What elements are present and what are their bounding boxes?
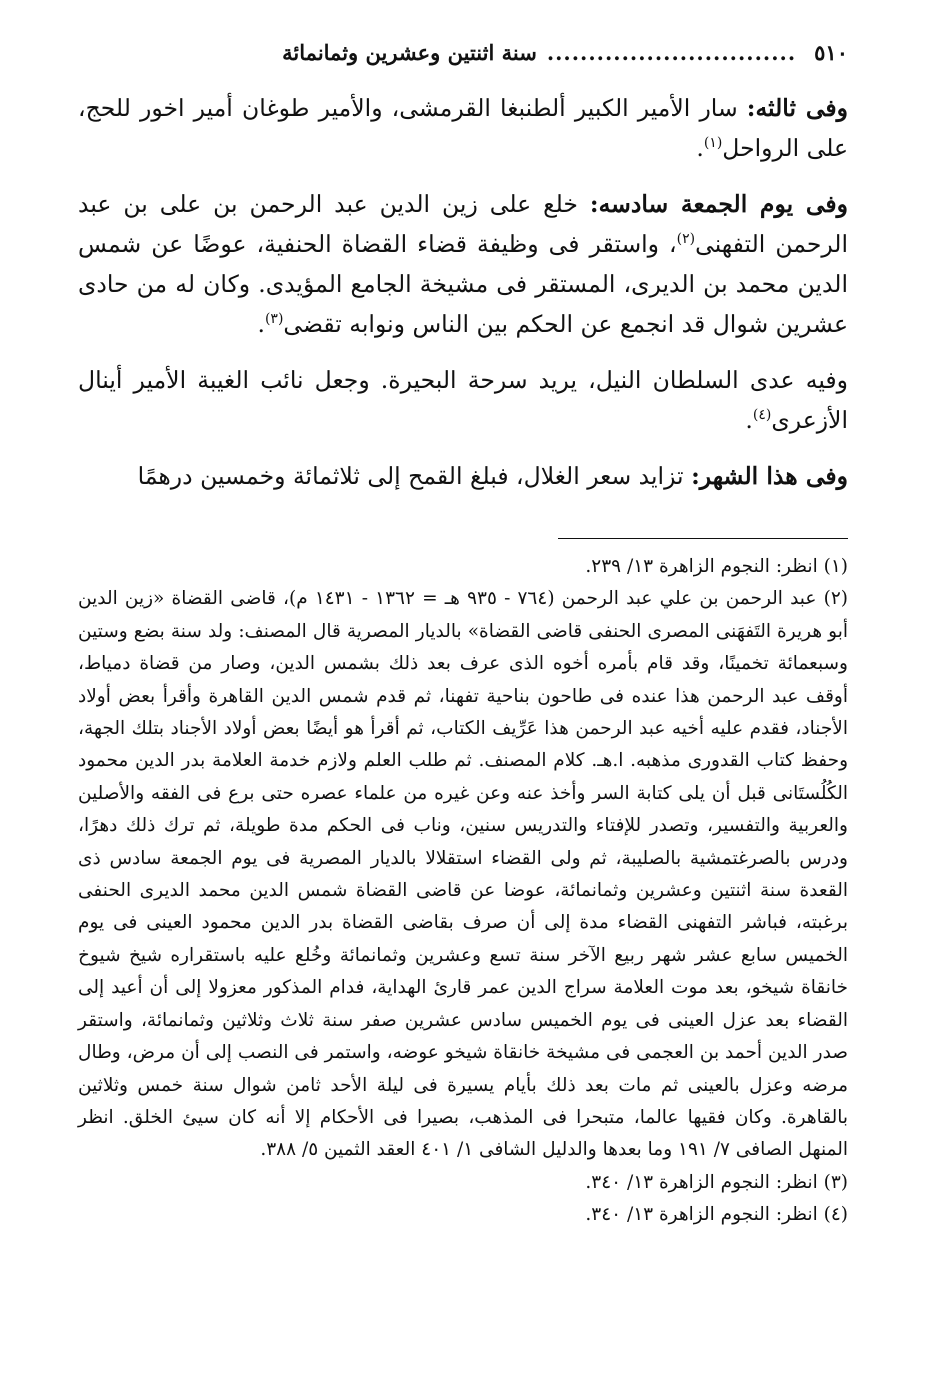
- paragraph-text-end: .: [257, 310, 265, 338]
- paragraph-text: خلع على زين الدين عبد الرحمن بن على بن عبد الرحمن التفهنى: [78, 190, 848, 258]
- paragraph-lead: وفى هذا الشهر:: [691, 462, 848, 490]
- footnote-separator-wrap: [78, 512, 848, 551]
- paragraph: [78, 184, 848, 344]
- paragraph: [78, 456, 848, 496]
- header-leader-dots: ..............................: [546, 40, 797, 65]
- paragraph: [78, 88, 848, 168]
- paragraph-text: وفيه عدى السلطان النيل، يريد سرحة البحيرة. وجعل نائب الغيبة الأمير أينال الأزعرى: [78, 366, 848, 434]
- footnote-ref: (٢): [676, 231, 696, 248]
- page-number: ٥١٠: [814, 40, 848, 65]
- paragraph-text: سار الأمير الكبير ألطنبغا القرمشى، والأمير طوغان أمير اخور للحج، على الرواحل: [78, 94, 848, 162]
- footnote: (٣) انظر: النجوم الزاهرة ١٣/ ٣٤٠.: [585, 1171, 848, 1193]
- paragraph-lead: وفى ثالثه:: [746, 94, 849, 122]
- paragraph-text-end: .: [745, 406, 753, 434]
- paragraph-text: تزايد سعر الغلال، فبلغ القمح إلى ثلاثمائة وخمسين درهمًا: [137, 462, 692, 490]
- footnote-separator: [558, 538, 848, 539]
- footnote: (٢) عبد الرحمن بن علي عبد الرحمن (٧٦٤ - ٩٣٥ هـ = ١٣٦٢ - ١٤٣١ م)، قاضى القضاة «زين الدين أبو هريرة التَفهَنى المصرى الحنفى قاضى القضاة» بالديار المصرية قال المصنف: ولد سنة بضع وستين وسبعمائة تخمينًا، وقد قام بأمره أخوه الذى عرف بعد ذلك بشمس الدين، وصار من قضاة دمياط، أوقف عبد الرحمن هذا عنده فى طاحون بناحية تفهنا، ثم قدم شمس الدين القاهرة وأقرأ بعض أولاد الأجناد، فقدم عليه أخيه عبد الرحمن هذا عَرِّيف الكتاب، ثم أقرأ هو أيضًا بعض أولاد الأجناد بتلك الجهة، وحفظ كتاب القدورى مذهبه. ا.هـ. كلام المصنف. ثم طلب العلم ولازم خدمة العلامة بدر الدين محمود الكُلُستَانى قبل أن يلى كتابة السر وأخذ عنه وعن غيره من علماء عصره حتى برع فى الفقه والأصلين والعربية والتفسير، وتصدر للإفتاء والتدريس سنين، وناب فى الحكم مدة طويلة، ثم ترك ذلك دهرًا، ودرس بالصرغتمشية بالصليبة، ثم ولى القضاء استقلالا بالديار المصرية فى يوم الجمعة سادس ذى القعدة سنة اثنتين وعشرين وثمانمائة، عوضا عن قاضى القضاة شمس الدين محمد الديرى الحنفى برغبته، فباشر التفهنى القضاء مدة إلى أن صرف بقاضى القضاة بدر الدين محمود العينى فى يوم الخميس سابع عشر شهر ربيع الآخر سنة تسع وعشرين وثمانمائة وخُلع عليه باستقراره شيخ شيوخ خانقاة شيخو، بعد موت العلامة سراج الدين عمر قارئ الهداية، فدام المذكور معزولا إلى أن أعيد إلى القضاء بعد عزل العينى فى يوم الخميس سادس عشرين صفر سنة ثلاث وثلاثين وثمانمائة، واستقر صدر الدين أحمد بن العجمى فى مشيخة خانقاة شيخو عوضه، واستمر فى النصب إلى أن مرض، وطال مرضه وعزل بالعينى ثم مات بعد ذلك بأيام يسيرة فى ليلة الأحد ثامن شوال سنة خمس وثلاثين بالقاهرة. وكان فقيها عالما، متبحرا فى المذهب، بصيرا فى الأحكام إلا أنه كان سيئ الخلق. انظر المنهل الصافى ٧/ ١٩١ وما بعدها والدليل الشافى ١/ ٤٠١ العقد الثمين ٥/ ٣٨٨.: [78, 588, 848, 1161]
- paragraph-lead: وفى يوم الجمعة سادسه:: [589, 190, 848, 218]
- footnote: (١) انظر: النجوم الزاهرة ١٣/ ٢٣٩.: [585, 556, 848, 577]
- footnote-ref: (١): [703, 135, 723, 152]
- running-title: سنة اثنتين وعشرين وثمانمائة: [282, 40, 537, 65]
- footnote-ref: (٣): [264, 311, 284, 328]
- footnote: (٤) انظر: النجوم الزاهرة ١٣/ ٣٤٠.: [585, 1204, 848, 1226]
- footnotes: [78, 551, 848, 1232]
- paragraph: [78, 360, 848, 440]
- footnote-ref: (٤): [752, 407, 772, 424]
- main-text: [78, 88, 848, 496]
- book-page: [78, 40, 848, 1232]
- paragraph-text: ، واستقر فى وظيفة قضاء القضاة الحنفية، عوضًا عن شمس الدين محمد بن الديرى، المستقر فى مشيخة الجامع المؤيدى. وكان له من حادى عشرين شوال قد انجمع عن الحكم بين الناس ونوابه تقضى: [78, 230, 848, 338]
- paragraph-text-end: .: [696, 134, 704, 162]
- running-header: [78, 40, 848, 84]
